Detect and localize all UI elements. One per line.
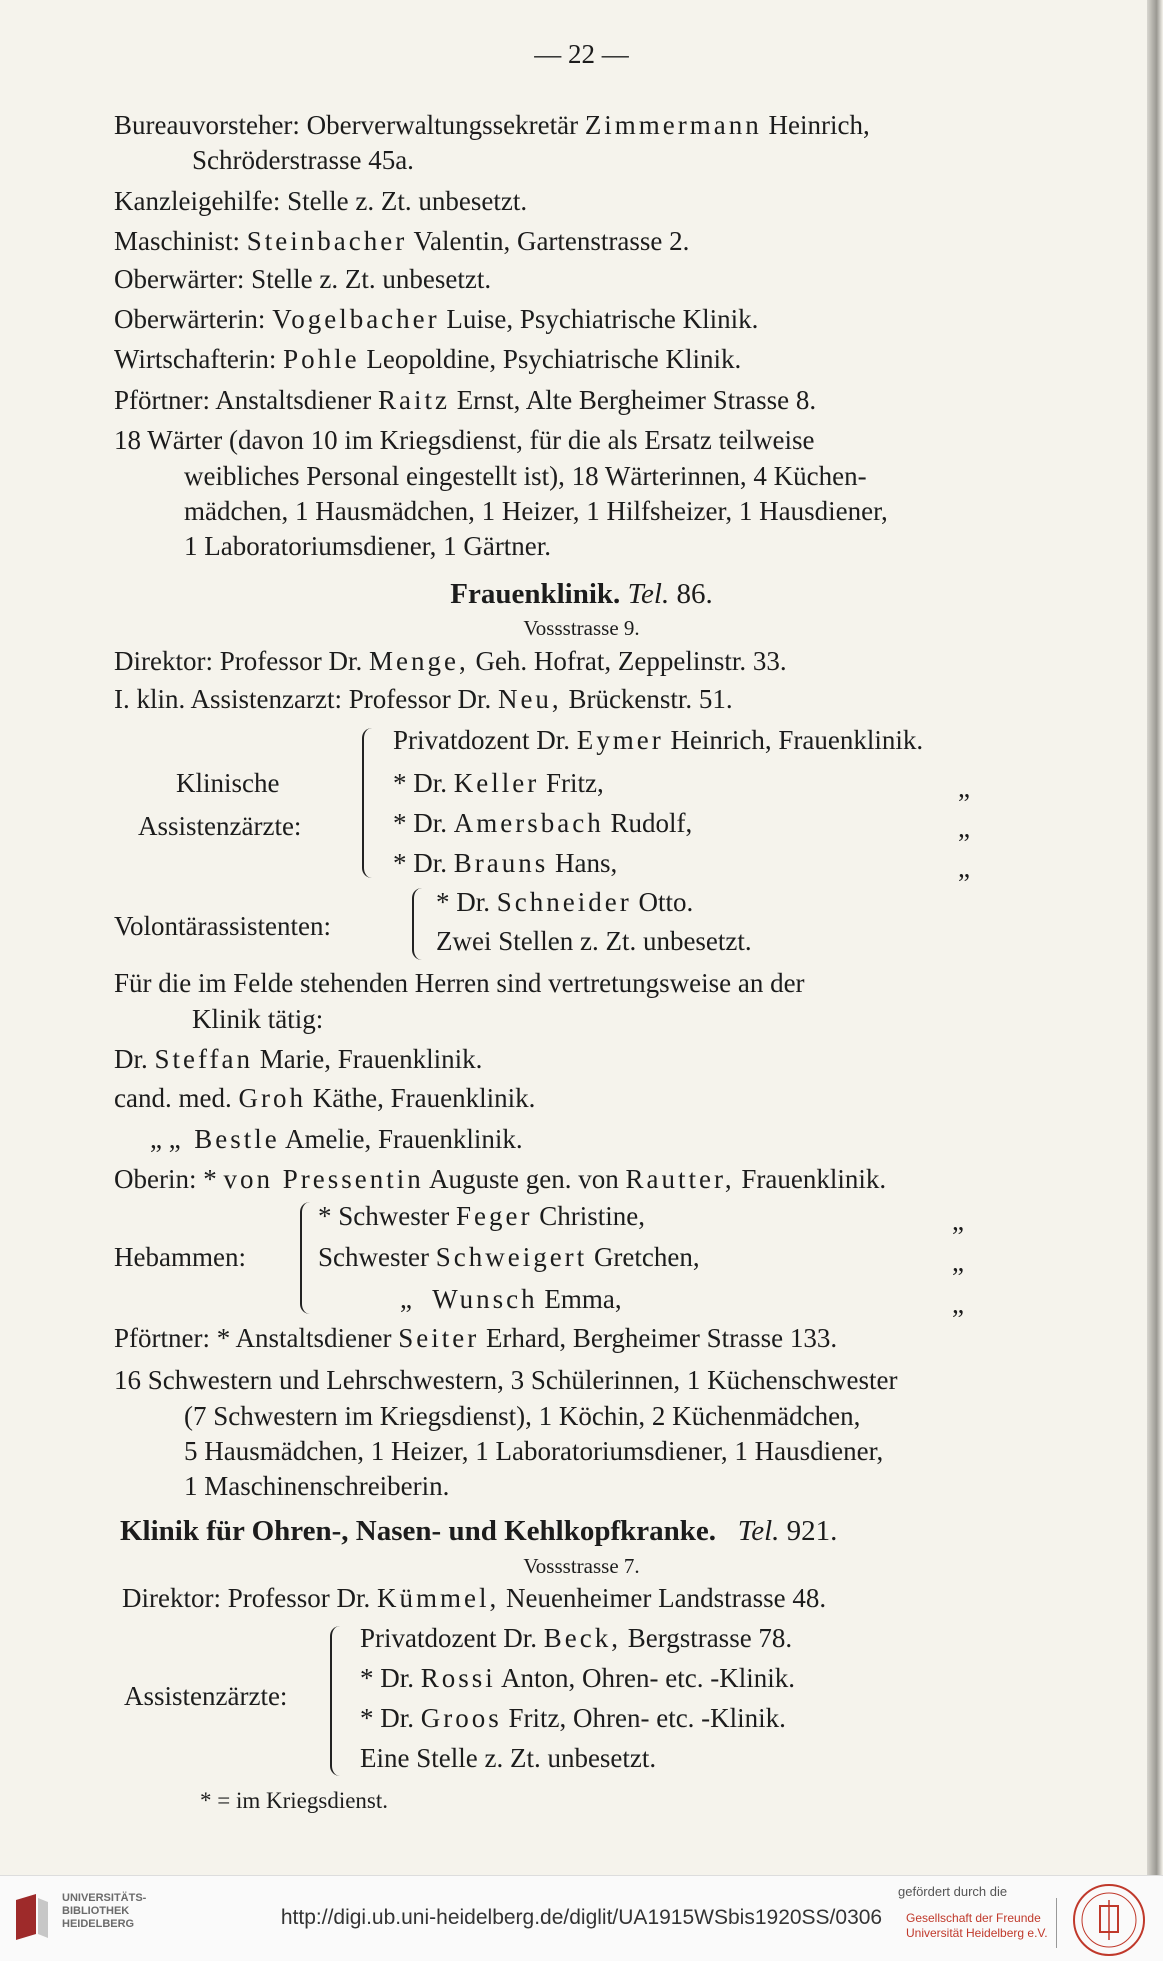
ditto-mark: „ [952,1206,964,1236]
text-line: 1 Laboratoriumsdiener, 1 Gärtner. [184,531,552,561]
ditto-mark: „ [958,773,970,803]
group-label: Klinische [176,768,280,798]
section-address: Vossstrasse 9. [523,616,640,640]
group-label: Assistenzärzte: [138,811,302,841]
text-line: Oberin: * von Pressentin Auguste gen. von Rautter, Frauenklinik. [114,1164,887,1194]
brace [330,1626,342,1776]
brace [412,888,422,960]
footer-bar [0,1875,1163,1961]
section-heading-ohrenklinik: Klinik für Ohren-, Nasen- und Kehlkopfkranke. Tel. 921. [120,1515,838,1547]
text-line: * Dr. Brauns Hans, [393,848,618,878]
text-line: (7 Schwestern im Kriegsdienst), 1 Köchin, 2 Küchenmädchen, [184,1401,861,1431]
text-line: I. klin. Assistenzarzt: Professor Dr. Neu, Brückenstr. 51. [114,684,733,714]
text-line: Schröderstrasse 45a. [192,145,414,175]
text-line: 1 Maschinenschreiberin. [184,1471,450,1501]
text-line: * Dr. Rossi Anton, Ohren- etc. -Klinik. [360,1663,795,1693]
text-line: Maschinist: Steinbacher Valentin, Gartenstrasse 2. [114,226,690,256]
page-edge-shadow [1147,0,1163,1875]
text-line: Oberwärter: Stelle z. Zt. unbesetzt. [114,264,492,294]
ditto-mark: „ [952,1289,964,1319]
text-line: mädchen, 1 Hausmädchen, 1 Heizer, 1 Hilfsheizer, 1 Hausdiener, [184,496,888,526]
text-line: Dr. Steffan Marie, Frauenklinik. [114,1044,483,1074]
text-line: Eine Stelle z. Zt. unbesetzt. [360,1743,657,1773]
brace [300,1202,312,1314]
page-number: — 22 — [534,39,629,69]
text-line: Für die im Felde stehenden Herren sind vertretungsweise an der [114,968,805,998]
text-line: Zwei Stellen z. Zt. unbesetzt. [436,926,752,956]
university-seal-icon [1070,1882,1148,1958]
section-address: Vossstrasse 7. [523,1554,640,1578]
footnote: * = im Kriegsdienst. [200,1788,389,1813]
text-line: Pförtner: * Anstaltsdiener Seiter Erhard, Bergheimer Strasse 133. [114,1323,838,1353]
text-line: Klinik tätig: [192,1004,324,1034]
text-line: * Schwester Feger Christine, [318,1201,645,1231]
library-logo-text: UNIVERSITÄTS- BIBLIOTHEK HEIDELBERG [62,1892,147,1930]
sponsor-name: Gesellschaft der Freunde Universität Heidelberg e.V. [906,1911,1048,1940]
text-line: * Dr. Groos Fritz, Ohren- etc. -Klinik. [360,1703,786,1733]
text-line: 18 Wärter (davon 10 im Kriegsdienst, für die als Ersatz teilweise [114,425,815,455]
ditto-mark: „ [952,1247,964,1277]
text-line: Direktor: Professor Dr. Kümmel, Neuenheimer Landstrasse 48. [122,1583,827,1613]
text-line: * Dr. Schneider Otto. [436,887,694,917]
text-line: Schwester Schweigert Gretchen, [318,1242,700,1272]
text-line: 16 Schwestern und Lehrschwestern, 3 Schülerinnen, 1 Küchenschwester [114,1365,898,1395]
text-line: Pförtner: Anstaltsdiener Raitz Ernst, Alte Bergheimer Strasse 8. [114,385,817,415]
text-line: Bureauvorsteher: Oberverwaltungssekretär Zimmermann Heinrich, [114,110,870,140]
text-line: 5 Hausmädchen, 1 Heizer, 1 Laboratoriumsdiener, 1 Hausdiener, [184,1436,884,1466]
text-line: „ „ Bestle Amelie, Frauenklinik. [150,1124,523,1154]
text-line: Kanzleigehilfe: Stelle z. Zt. unbesetzt. [114,186,528,216]
group-label: Volontärassistenten: [114,911,331,941]
text-line: weibliches Personal eingestellt ist), 18 Wärterinnen, 4 Küchen- [184,461,867,491]
text-line: Privatdozent Dr. Beck, Bergstrasse 78. [360,1623,793,1653]
brace [362,728,374,878]
text-line: cand. med. Groh Käthe, Frauenklinik. [114,1083,536,1113]
divider [1056,1898,1057,1948]
section-heading-frauenklinik: Frauenklinik. Tel. 86. [450,578,713,610]
ditto-mark: „ [958,813,970,843]
text-line: * Dr. Keller Fritz, [393,768,604,798]
text-line: Direktor: Professor Dr. Menge, Geh. Hofrat, Zeppelinstr. 33. [114,646,787,676]
text-line: Privatdozent Dr. Eymer Heinrich, Frauenklinik. [393,725,924,755]
text-line: * Dr. Amersbach Rudolf, [393,808,693,838]
group-label: Assistenzärzte: [124,1681,288,1711]
text-line: Wirtschafterin: Pohle Leopoldine, Psychiatrische Klinik. [114,344,742,374]
group-label: Hebammen: [114,1242,246,1272]
source-url-link[interactable]: http://digi.ub.uni-heidelberg.de/diglit/UA1915WSbis1920SS/0306 [280,1906,883,1929]
sponsor-caption: gefördert durch die [898,1884,1008,1899]
ditto-mark: „ [958,853,970,883]
text-line: Oberwärterin: Vogelbacher Luise, Psychiatrische Klinik. [114,304,759,334]
text-line: „ Wunsch Emma, [400,1284,622,1314]
